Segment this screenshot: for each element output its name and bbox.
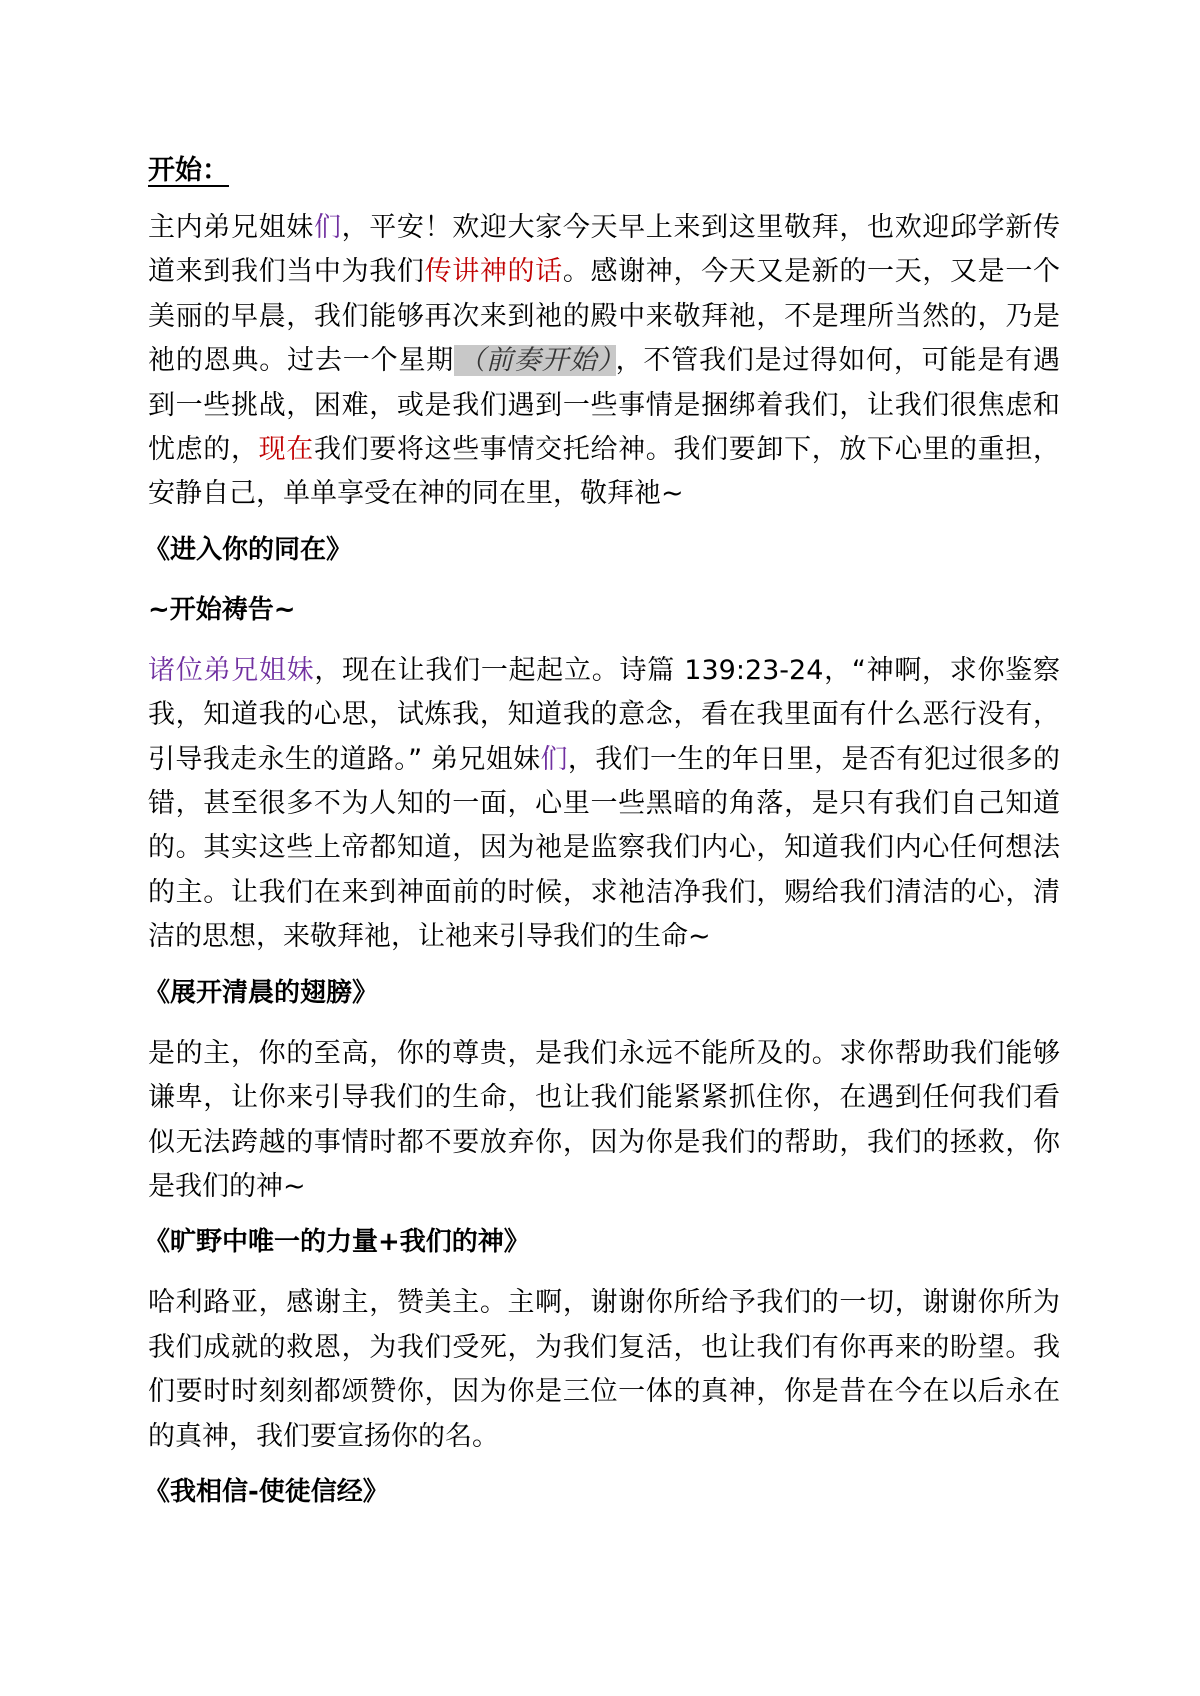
opening-text-1: 主内弟兄姐妹 — [148, 212, 314, 243]
prayer-text-2: ，我们一生的年日里，是否有犯过很多的错，甚至很多不为人知的一面，心里一些黑暗的角落，是只有我们自己知道的。其实这些上帝都知道，因为祂是监察我们内心，知道我们内心任何想法的主。让我们在来到神面前的时候，求祂洁净我们，赐给我们清洁的心，清洁的思想，来敬拜祂，让祂来引导我们的生命~ — [148, 743, 1061, 953]
opening-purple-text: 们 — [313, 212, 342, 243]
song-title-4: 《我相信-使徒信经》 — [144, 1476, 389, 1507]
document-page — [144, 150, 1061, 1531]
song-title-2: 《展开清晨的翅膀》 — [144, 977, 379, 1008]
opening-red-text-2: 现在 — [258, 434, 314, 466]
prayer-heading: ~开始祷告~ — [148, 594, 296, 625]
highlighted-note: （前奏开始） — [454, 345, 615, 376]
paragraph-4: 哈利路亚，感谢主，赞美主。主啊，谢谢你所给予我们的一切，谢谢你所为我们成就的救恩，为我们受死，为我们复活，也让我们有你再来的盼望。我们要时时刻刻都颂赞你，因为你是三位一体的真神，你是昔在今在以后永在的真神，我们要宣扬你的名。 — [148, 1287, 1060, 1452]
opening-text-2: ，平安！欢迎大家今天早上来到这里敬拜，也欢迎邱学新传道来到我们当中为我们 — [148, 212, 1060, 288]
prayer-purple-text-1: 诸位弟兄姐妹 — [148, 654, 315, 686]
prayer-text-1: ，现在让我们一起起立。诗篇 139:23-24，“神啊，求你鉴察我，知道我的心思，试炼我，知道我的意念，看在我里面有什么恶行没有，引导我走永生的道路。” 弟兄姐妹 — [148, 654, 1061, 775]
opening-text-5: 我们要将这些事情交托给神。我们要卸下，放下心里的重担，安静自己，单单享受在神的同在里，敬拜祂~ — [148, 434, 1060, 510]
opening-red-text-1: 传讲神的话 — [424, 256, 563, 288]
opening-text-4: ，不管我们是过得如何，可能是有遇到一些挑战，困难，或是我们遇到一些事情是捆绑着我们，让我们很焦虑和忧虑的， — [148, 345, 1060, 466]
prayer-paragraph — [148, 649, 1060, 960]
paragraph-3: 是的主，你的至高，你的尊贵，是我们永远不能所及的。求你帮助我们能够谦卑，让你来引导我们的生命，也让我们能紧紧抓住你，在遇到任何我们看似无法跨越的事情时都不要放弃你，因为你是我们的帮助，我们的拯救，你是我们的神~ — [148, 1037, 1060, 1202]
opening-text-3: 。感谢神，今天又是新的一天，又是一个美丽的早晨，我们能够再次来到祂的殿中来敬拜祂，不是理所当然的，乃是祂的恩典。过去一个星期 — [148, 256, 1060, 377]
opening-paragraph — [148, 206, 1060, 517]
section-heading: 开始： — [148, 155, 229, 186]
prayer-purple-text-2: 们 — [540, 743, 568, 775]
song-title-3: 《旷野中唯一的力量+我们的神》 — [144, 1227, 530, 1258]
song-title-1: 《进入你的同在》 — [144, 534, 353, 565]
